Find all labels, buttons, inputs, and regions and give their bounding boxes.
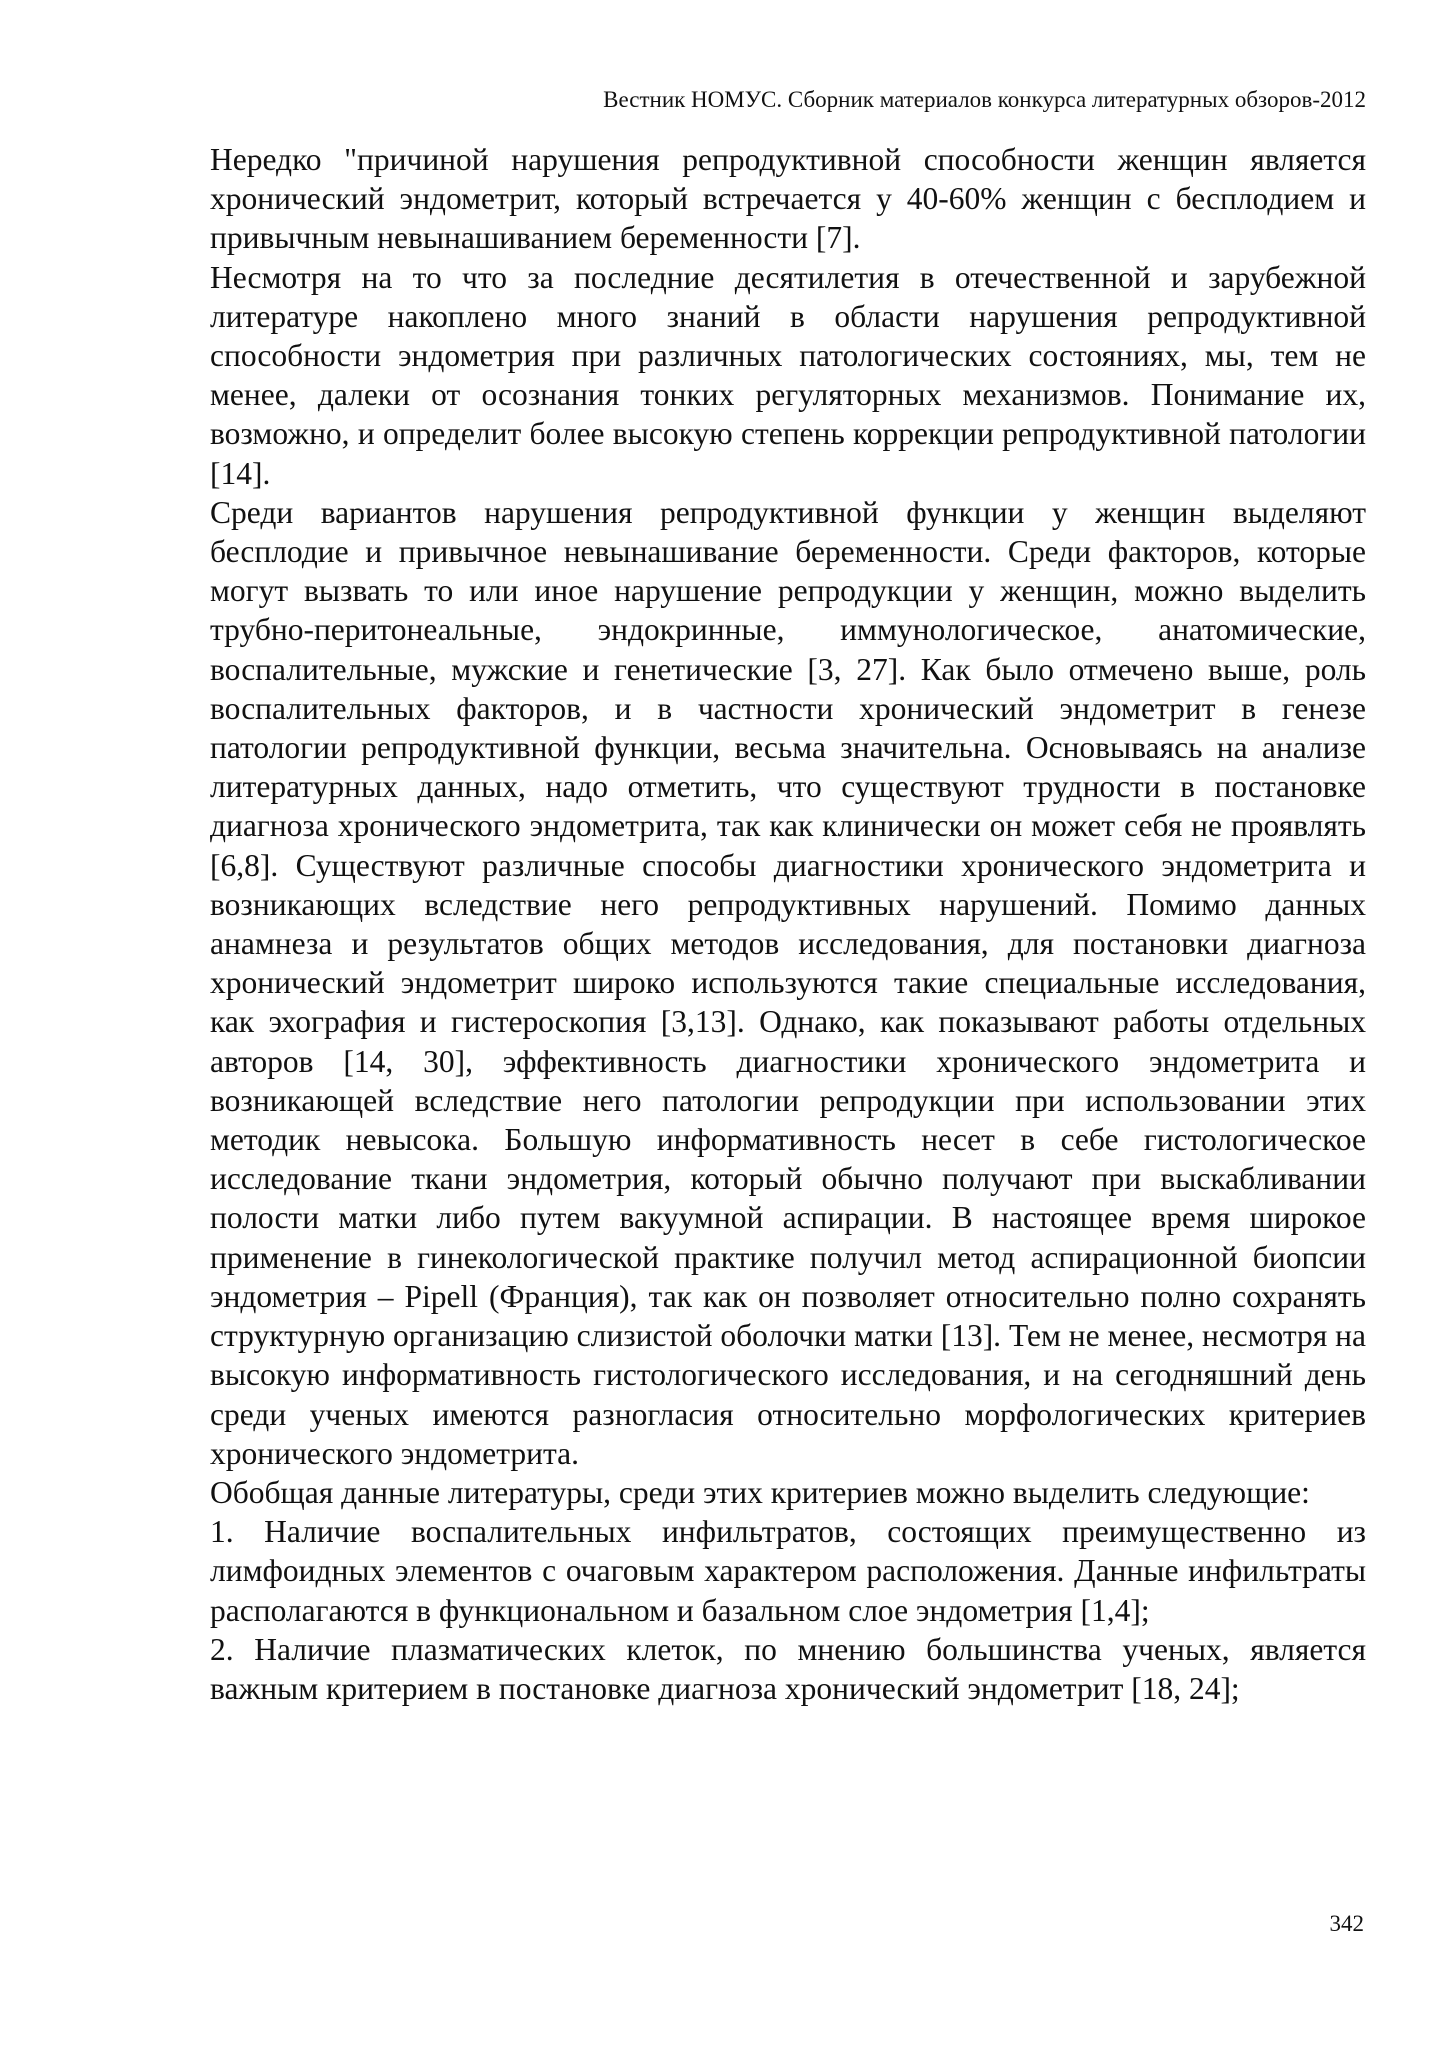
paragraph-4: Обобщая данные литературы, среди этих критериев можно выделить следующие:	[210, 1474, 1310, 1510]
running-header: Вестник НОМУС. Сборник материалов конкурса литературных обзоров-2012	[603, 87, 1366, 112]
list-item-1: 1. Наличие воспалительных инфильтратов, состоящих преимущественно из лимфоидных элементов с очаговым характером расположения. Данные инфильтраты располагаются в функциональном и базальном слое эндометрия [1,4];	[210, 1514, 1366, 1628]
paragraph-2: Несмотря на то что за последние десятилетия в отечественной и зарубежной литературе накоплено много знаний в области нарушения репродуктивной способности эндометрия при различных патологических состояниях, мы, тем не менее, далеки от осознания тонких регуляторных механизмов. Понимание их, возможно, и определит более высокую степень коррекции репродуктивной патологии [14].	[210, 259, 1366, 491]
list-item-2: 2. Наличие плазматических клеток, по мнению большинства ученых, является важным критерием в постановке диагноза хронический эндометрит [18, 24];	[210, 1631, 1366, 1706]
page-number: 342	[1329, 1911, 1364, 1936]
paragraph-1: Нередко "причиной нарушения репродуктивной способности женщин является хронический эндометрит, который встречается у 40-60% женщин с бесплодием и привычным невынашиванием беременности [7].	[210, 142, 1366, 256]
body-text	[210, 140, 1366, 1708]
paragraph-3: Среди вариантов нарушения репродуктивной функции у женщин выделяют бесплодие и привычное невынашивание беременности. Среди факторов, которые могут вызвать то или иное нарушение репродукции у женщин, можно выделить трубно-перитонеальные, эндокринные, иммунологическое, анатомические, воспалительные, мужские и генетические [3, 27]. Как было отмечено выше, роль воспалительных факторов, и в частности хронический эндометрит в генезе патологии репродуктивной функции, весьма значительна. Основываясь на анализе литературных данных, надо отметить, что существуют трудности в постановке диагноза хронического эндометрита, так как клинически он может себя не проявлять [6,8]. Существуют различные способы диагностики хронического эндометрита и возникающих вследствие него репродуктивных нарушений. Помимо данных анамнеза и результатов общих методов исследования, для постановки диагноза хронический эндометрит широко используются такие специальные исследования, как эхография и гистероскопия [3,13]. Однако, как показывают работы отдельных авторов [14, 30], эффективность диагностики хронического эндометрита и возникающей вследствие него патологии репродукции при использовании этих методик невысока. Большую информативность несет в себе гистологическое исследование ткани эндометрия, который обычно получают при выскабливании полости матки либо путем вакуумной аспирации. В настоящее время широкое применение в гинекологической практике получил метод аспирационной биопсии эндометрия – Pipell (Франция), так как он позволяет относительно полно сохранять структурную организацию слизистой оболочки матки [13]. Тем не менее, несмотря на высокую информативность гистологического исследования, и на сегодняшний день среди ученых имеются разногласия относительно морфологических критериев хронического эндометрита.	[210, 494, 1366, 1471]
